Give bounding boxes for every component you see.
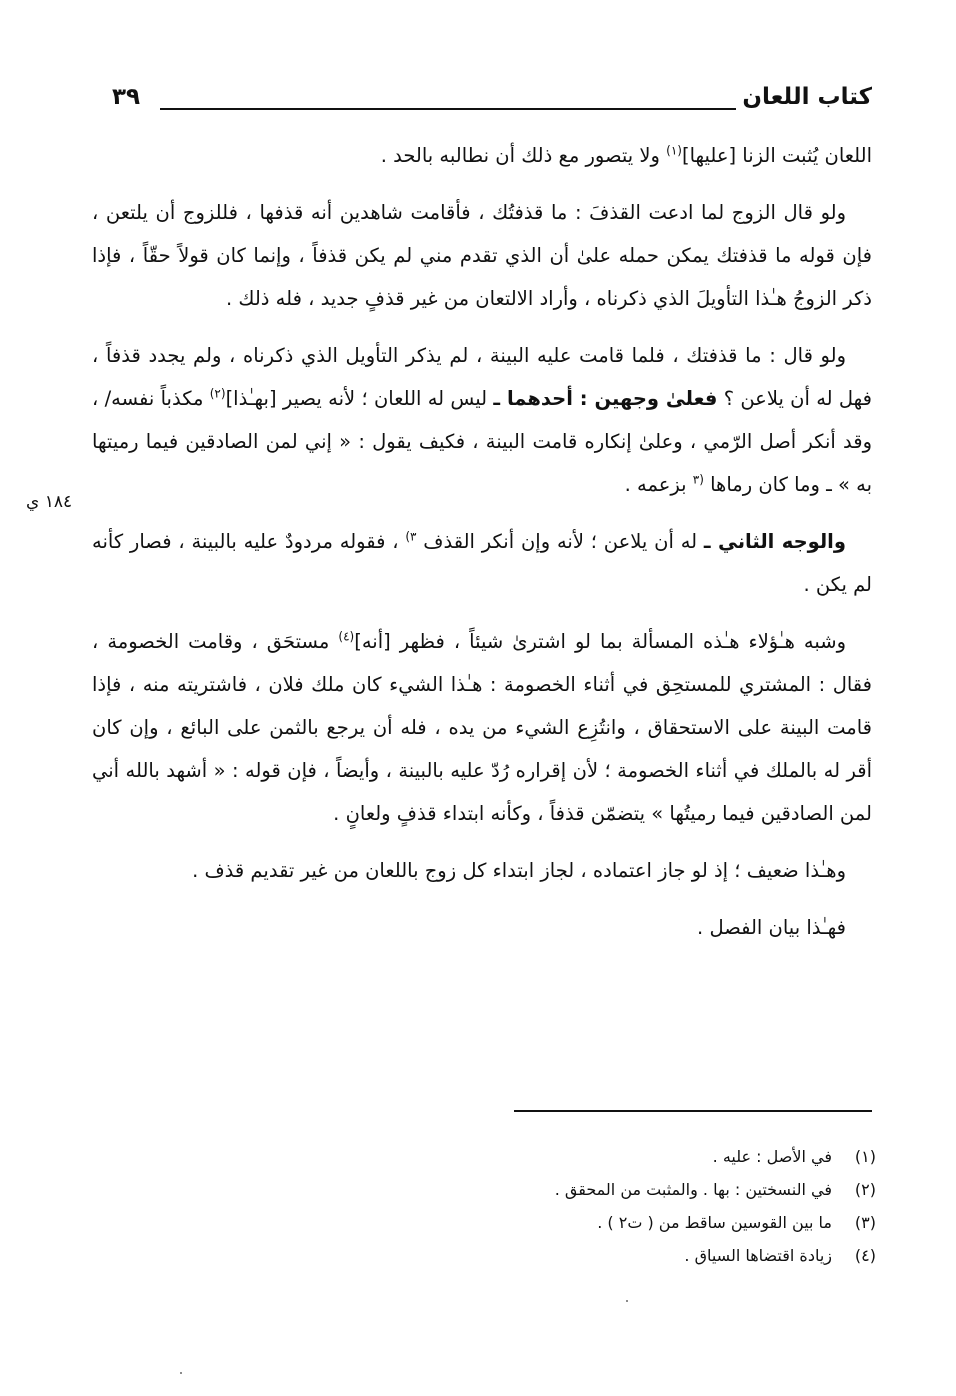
page-number: ٣٩ (112, 84, 141, 110)
footnote-text: ما بين القوسين ساقط من ( ت٢ ) . (597, 1213, 832, 1232)
footnotes (300, 1140, 876, 1272)
footnote-text: في النسختين : بها . والمثبت من المحقق . (554, 1180, 832, 1199)
main-text (92, 134, 872, 963)
text-run: ولو قال : ما قذفتك ، فلما قامت عليه البينة ، لم يذكر التأويل الذي ذكرناه ، ولم يجدد قذفاً ، فهل له أن يلاعن ؟ (92, 344, 872, 410)
text-run: ، فقوله مردودٌ عليه بالبينة ، فصار كأنه لم يكن . (92, 530, 872, 596)
paragraph (92, 620, 872, 835)
bold-run: فعلىٰ وجهين : أحدهما ـ (493, 387, 718, 410)
footnote-number: (٤) (854, 1246, 876, 1265)
text-run: مستحَق ، وقامت الخصومة ، فقال : المشتري للمستحِق في أثناء الخصومة : هـٰذا الشيء كان ملك فلان ، فاشتريته منه ، فإذا قامت البينة على الاستحقاق ، وانتُزِع الشيء من يده ، فله أن يرجع بالثمن على البائع ، وإن كان أقر له بالملك في أثناء الخصومة ؛ لأن إقراره رُدّ عليه بالبينة ، وأيضاً ، فإن قوله : « أشهد بالله أني لمن الصادقين فيما رميتُها » يتضمّن قذفاً ، وكأنه ابتداء قذفٍ ولعانٍ . (92, 630, 872, 825)
text-run: بزعمه . (624, 473, 693, 496)
text-run: وهـٰذا ضعيف ؛ إذ لو جاز اعتماده ، لجاز ابتداء كل زوج باللعان من غير تقديم قذف . (192, 859, 846, 882)
footnote-text: زيادة اقتضاها السياق . (684, 1246, 832, 1265)
footnote-separator (514, 1110, 872, 1112)
paragraph (92, 191, 872, 320)
footnote-text: في الأصل : عليه . (712, 1147, 832, 1166)
bold-run: والوجه الثاني ـ (703, 530, 846, 553)
footnote-number: (١) (854, 1147, 876, 1166)
footnote-ref[interactable]: ٣) (405, 529, 417, 544)
text-run: فهـٰذا بيان الفصل . (697, 916, 846, 939)
paragraph (92, 334, 872, 506)
text-run: اللعان يُثبت الزنا [عليها] (681, 144, 872, 167)
text-run: له أن يلاعن ؛ لأنه وإن أنكر القذف (416, 530, 704, 553)
paragraph (92, 520, 872, 606)
footnote-ref[interactable]: (٣ (692, 472, 704, 487)
page-header (112, 84, 872, 124)
paragraph (92, 134, 872, 177)
text-run: ولو قال الزوج لما ادعت القذفَ : ما قذفتُك ، فأقامت شاهدين أنه قذفها ، فللزوج أن يلتعن ، فإن قوله ما قذفتك يمكن حمله علىٰ أن الذي تقدم مني لم يكن قذفاً ، وإنما كان قولاً حقّاً ، فإذا ذكر الزوجُ هـٰذا التأويلَ الذي ذكرناه ، وأراد الالتعان من غير قذفٍ جديد ، فله ذلك . (92, 201, 872, 310)
text-run: ليس له اللعان ؛ لأنه يصير [بهـٰذا] (225, 387, 494, 410)
footnote-item (300, 1140, 876, 1173)
footnote-item (300, 1239, 876, 1272)
margin-folio-note: ١٨٤ ي (26, 492, 73, 512)
scan-speck (180, 1372, 182, 1374)
footnote-number: (٢) (854, 1180, 876, 1199)
footnote-ref[interactable]: (٢) (209, 386, 226, 401)
paragraph (92, 849, 872, 892)
scan-speck (626, 1300, 628, 1302)
text-run: مكذباً نفسه/ ، وقد أنكر أصل الرّمي ، وعلىٰ إنكاره قامت البينة ، فكيف يقول : « إني لمن الصادقين فيما رميتها به » ـ وما كان رماها (92, 387, 872, 496)
running-title: كتاب اللعان (742, 84, 872, 110)
footnote-ref[interactable]: (١) (666, 143, 682, 158)
text-run: وشبه هـٰؤلاء هـٰذه المسألة بما لو اشترىٰ شيئاً ، فظهر [أنه] (354, 630, 847, 653)
header-rule (160, 108, 736, 110)
paragraph (92, 906, 872, 949)
text-run: ولا يتصور مع ذلك أن نطالبه بالحد . (380, 144, 667, 167)
footnote-number: (٣) (854, 1213, 876, 1232)
footnote-item (300, 1173, 876, 1206)
footnote-item (300, 1206, 876, 1239)
footnote-ref[interactable]: (٤) (338, 629, 355, 644)
